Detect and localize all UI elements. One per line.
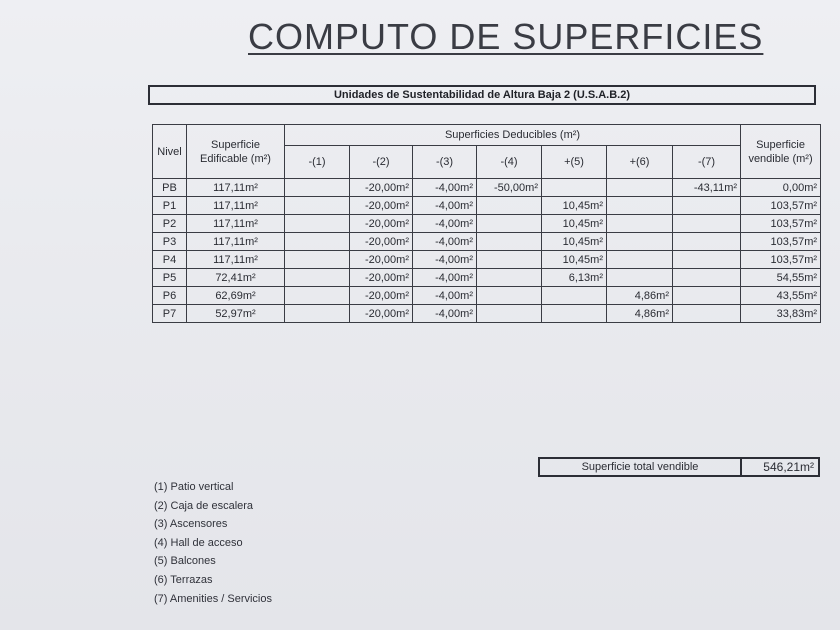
cell-d6: 4,86m² [607,287,673,305]
legend-item: (1) Patio vertical [154,481,234,493]
cell-d2: -20,00m² [350,287,413,305]
cell-d7 [673,215,741,233]
cell-d6: 4,86m² [607,305,673,323]
cell-d6 [607,251,673,269]
cell-d3: -4,00m² [413,287,477,305]
cell-d1 [285,215,350,233]
cell-d4 [477,215,542,233]
cell-vendible: 54,55m² [741,269,821,287]
total-label: Superficie total vendible [540,459,742,475]
cell-vendible: 0,00m² [741,179,821,197]
cell-d3: -4,00m² [413,251,477,269]
cell-d4 [477,251,542,269]
header-deducible-7: -(7) [673,146,741,179]
legend-item: (6) Terrazas [154,573,213,586]
legend-list [154,478,272,608]
cell-nivel: P1 [153,197,187,215]
legend-item: (5) Balcones [154,555,216,568]
table-row [153,215,821,233]
cell-d2: -20,00m² [350,215,413,233]
cell-edificable: 117,11m² [187,215,285,233]
cell-d1 [285,251,350,269]
cell-d4: -50,00m² [477,179,542,197]
cell-d1 [285,197,350,215]
cell-vendible: 43,55m² [741,287,821,305]
table-row [153,305,821,323]
table-row [153,197,821,215]
cell-nivel: P4 [153,251,187,269]
header-deducible-6: +(6) [607,146,673,179]
cell-d6 [607,197,673,215]
cell-d1 [285,305,350,323]
table-row [153,179,821,197]
cell-d6 [607,179,673,197]
cell-edificable: 62,69m² [187,287,285,305]
cell-d5 [542,305,607,323]
cell-d5: 6,13m² [542,269,607,287]
cell-d1 [285,287,350,305]
cell-d6 [607,269,673,287]
cell-d7: -43,11m² [673,179,741,197]
cell-d3: -4,00m² [413,179,477,197]
cell-d4 [477,269,542,287]
table-row [153,269,821,287]
cell-nivel: P3 [153,233,187,251]
cell-edificable: 117,11m² [187,233,285,251]
cell-d5: 10,45m² [542,197,607,215]
legend-item: (7) Amenities / Servicios [154,592,272,605]
cell-edificable: 117,11m² [187,251,285,269]
cell-edificable: 72,41m² [187,269,285,287]
table-header-row [153,125,821,146]
total-value: 546,21m² [763,460,814,474]
cell-nivel: P2 [153,215,187,233]
cell-d7 [673,233,741,251]
cell-d2: -20,00m² [350,179,413,197]
cell-d7 [673,305,741,323]
cell-nivel: P6 [153,287,187,305]
header-deducible-4: -(4) [477,146,542,179]
cell-vendible: 103,57m² [741,215,821,233]
cell-d4 [477,287,542,305]
header-superficie-edificable: Superficie Edificable (m²) [187,125,285,179]
cell-d7 [673,197,741,215]
header-deducible-3: -(3) [413,146,477,179]
cell-vendible: 103,57m² [741,251,821,269]
cell-d6 [607,215,673,233]
table-row [153,251,821,269]
cell-d5: 10,45m² [542,251,607,269]
cell-d4 [477,197,542,215]
table-row [153,233,821,251]
cell-d3: -4,00m² [413,197,477,215]
cell-d2: -20,00m² [350,269,413,287]
cell-d4 [477,305,542,323]
legend-item: (4) Hall de acceso [154,536,243,549]
cell-d2: -20,00m² [350,305,413,323]
header-deducible-2: -(2) [350,146,413,179]
cell-nivel: PB [153,179,187,197]
cell-d1 [285,269,350,287]
table-row [153,287,821,305]
cell-edificable: 117,11m² [187,197,285,215]
cell-vendible: 103,57m² [741,197,821,215]
cell-d3: -4,00m² [413,215,477,233]
cell-d5 [542,179,607,197]
cell-d2: -20,00m² [350,251,413,269]
cell-d2: -20,00m² [350,233,413,251]
cell-d3: -4,00m² [413,305,477,323]
cell-d7 [673,287,741,305]
cell-d5: 10,45m² [542,215,607,233]
cell-d1 [285,233,350,251]
cell-d7 [673,251,741,269]
header-deducibles-group: Superficies Deducibles (m²) [285,125,741,146]
cell-d3: -4,00m² [413,233,477,251]
cell-nivel: P7 [153,305,187,323]
total-box [538,457,820,477]
header-deducible-1: -(1) [285,146,350,179]
header-superficie-vendible: Superficie vendible (m²) [741,125,821,179]
cell-edificable: 117,11m² [187,179,285,197]
header-deducible-5: +(5) [542,146,607,179]
legend-item: (3) Ascensores [154,518,228,531]
cell-d3: -4,00m² [413,269,477,287]
cell-vendible: 33,83m² [741,305,821,323]
cell-d2: -20,00m² [350,197,413,215]
cell-d7 [673,269,741,287]
cell-d1 [285,179,350,197]
cell-d5 [542,287,607,305]
cell-edificable: 52,97m² [187,305,285,323]
surface-table [152,124,821,323]
legend-item: (2) Caja de escalera [154,499,254,512]
page-title: COMPUTO DE SUPERFICIES [248,16,764,57]
subtitle-box: Unidades de Sustentabilidad de Altura Baja 2 (U.S.A.B.2) [148,85,816,105]
cell-d4 [477,233,542,251]
header-nivel: Nivel [153,125,187,179]
cell-nivel: P5 [153,269,187,287]
cell-d5: 10,45m² [542,233,607,251]
cell-vendible: 103,57m² [741,233,821,251]
cell-d6 [607,233,673,251]
